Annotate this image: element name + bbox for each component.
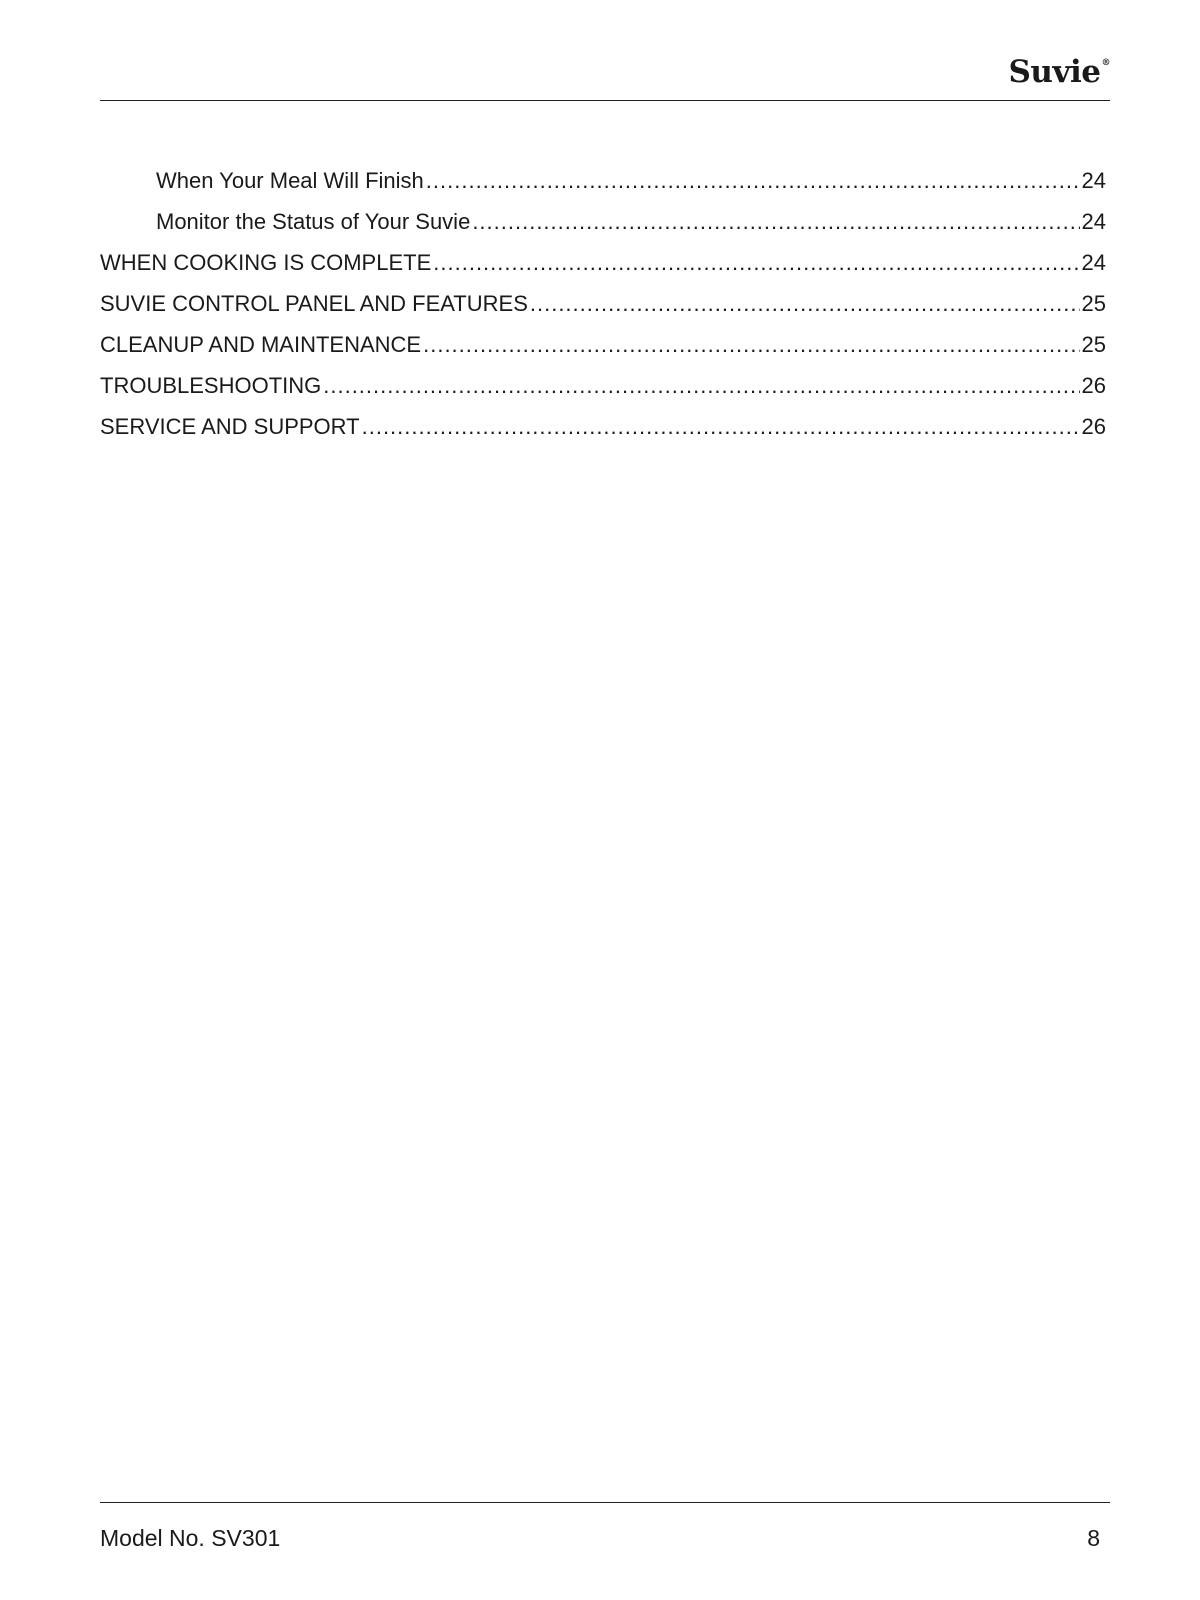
table-of-contents <box>100 160 1106 447</box>
toc-entry[interactable] <box>100 324 1106 365</box>
toc-entry-title: TROUBLESHOOTING <box>100 373 322 398</box>
toc-entry-title: SUVIE CONTROL PANEL AND FEATURES <box>100 291 528 316</box>
toc-dot-leader <box>362 406 1080 447</box>
toc-entry[interactable] <box>100 242 1106 283</box>
toc-dot-leader <box>423 324 1079 365</box>
toc-dot-leader <box>530 283 1080 324</box>
registered-mark: ® <box>1101 58 1110 68</box>
toc-entry-page: 26 <box>1081 414 1106 439</box>
suvie-logo <box>1009 54 1110 90</box>
toc-entry-title: WHEN COOKING IS COMPLETE <box>100 250 432 275</box>
toc-dot-leader <box>426 160 1080 201</box>
toc-entry-title: SERVICE AND SUPPORT <box>100 414 360 439</box>
toc-entry[interactable] <box>100 283 1106 324</box>
toc-entry-page: 24 <box>1081 209 1106 234</box>
toc-entry[interactable] <box>100 406 1106 447</box>
toc-dot-leader <box>323 365 1079 406</box>
toc-entry-title: When Your Meal Will Finish <box>156 168 424 193</box>
toc-entry-page: 26 <box>1081 373 1106 398</box>
toc-entry-title: Monitor the Status of Your Suvie <box>156 209 471 234</box>
logo-text: Suvie <box>1008 54 1101 90</box>
toc-entry-page: 24 <box>1081 168 1106 193</box>
toc-entry-page: 25 <box>1081 332 1106 357</box>
model-number: Model No. SV301 <box>100 1525 281 1551</box>
page-header <box>100 40 1110 101</box>
page-footer <box>100 1502 1110 1563</box>
toc-entry-page: 25 <box>1081 291 1106 316</box>
toc-entry-title: CLEANUP AND MAINTENANCE <box>100 332 422 357</box>
toc-entry-page: 24 <box>1081 250 1106 275</box>
toc-entry[interactable] <box>100 201 1106 242</box>
toc-dot-leader <box>472 201 1079 242</box>
page-number: 8 <box>1087 1525 1100 1551</box>
toc-entry[interactable] <box>100 365 1106 406</box>
toc-dot-leader <box>433 242 1079 283</box>
toc-entry[interactable] <box>100 160 1106 201</box>
